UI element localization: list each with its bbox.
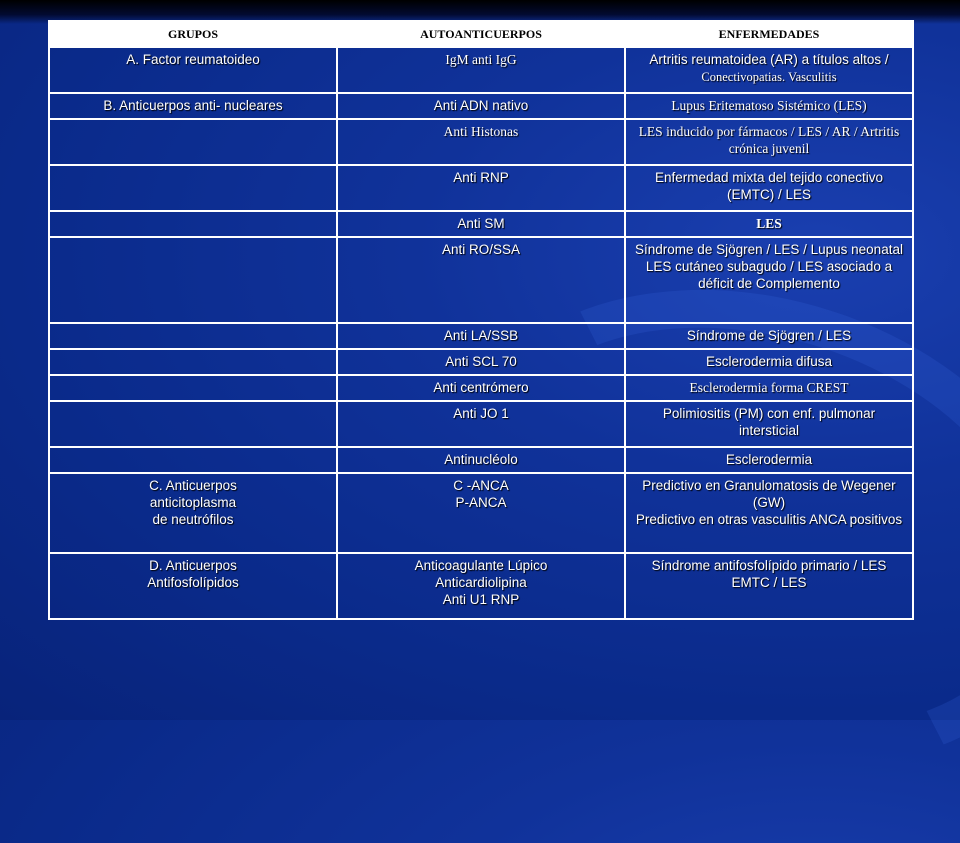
cell-enfermedad: Síndrome de Sjögren / LES	[625, 323, 913, 349]
cell-enfermedad-line: LES cutáneo subagudo / LES asociado a déficit de Complemento	[645, 259, 893, 291]
cell-enfermedad	[625, 47, 913, 93]
cell-enfermedad-main: Artritis reumatoidea (AR) a títulos altos /	[649, 52, 889, 67]
cell-grupo	[49, 323, 337, 349]
cell-anticuerpo: Anti RNP	[337, 165, 625, 211]
header-enfermedades: ENFERMEDADES	[625, 21, 913, 47]
table-row	[49, 349, 913, 375]
cell-grupo-line: D. Anticuerpos	[149, 558, 237, 573]
cell-anticuerpo: Antinucléolo	[337, 447, 625, 473]
cell-enfermedad	[625, 473, 913, 553]
cell-anticuerpo: IgM anti IgG	[337, 47, 625, 93]
cell-grupo	[49, 375, 337, 401]
cell-grupo-line: C. Anticuerpos	[149, 478, 237, 493]
header-grupos: GRUPOS	[49, 21, 337, 47]
cell-anticuerpo-line: Anti U1 RNP	[442, 592, 520, 607]
table-row	[49, 165, 913, 211]
cell-enfermedad: Enfermedad mixta del tejido conectivo (EMTC) / LES	[625, 165, 913, 211]
table-row	[49, 553, 913, 619]
cell-anticuerpo-line: Anticoagulante Lúpico	[414, 558, 548, 573]
cell-grupo-line: de neutrófilos	[152, 512, 234, 527]
cell-grupo	[49, 447, 337, 473]
cell-anticuerpo: Anti ADN nativo	[337, 93, 625, 119]
cell-grupo	[49, 211, 337, 237]
cell-grupo: B. Anticuerpos anti- nucleares	[49, 93, 337, 119]
cell-anticuerpo-line: C -ANCA	[453, 478, 509, 493]
table-row	[49, 211, 913, 237]
cell-anticuerpo: Anti Histonas	[337, 119, 625, 165]
table-row	[49, 47, 913, 93]
cell-anticuerpo: Anti SM	[337, 211, 625, 237]
table-row	[49, 401, 913, 447]
cell-grupo: A. Factor reumatoideo	[49, 47, 337, 93]
table-row	[49, 323, 913, 349]
table-row	[49, 237, 913, 323]
cell-grupo-line: Antifosfolípidos	[147, 575, 239, 590]
header-autoanticuerpos: AUTOANTICUERPOS	[337, 21, 625, 47]
cell-grupo	[49, 349, 337, 375]
cell-anticuerpo	[337, 473, 625, 553]
cell-enfermedad	[625, 237, 913, 323]
cell-anticuerpo: Anti SCL 70	[337, 349, 625, 375]
cell-enfermedad: Lupus Eritematoso Sistémico (LES)	[625, 93, 913, 119]
cell-grupo	[49, 237, 337, 323]
cell-enfermedad: LES inducido por fármacos / LES / AR / Artritis crónica juvenil	[625, 119, 913, 165]
cell-grupo	[49, 473, 337, 553]
cell-grupo	[49, 553, 337, 619]
autoantibody-table	[48, 20, 914, 620]
cell-anticuerpo: Anti LA/SSB	[337, 323, 625, 349]
cell-enfermedad-line: Predictivo en Granulomatosis de Wegener (GW)	[642, 478, 896, 510]
cell-anticuerpo-line: P-ANCA	[455, 495, 507, 510]
cell-anticuerpo: Anti JO 1	[337, 401, 625, 447]
table-row	[49, 375, 913, 401]
cell-enfermedad-line: Predictivo en otras vasculitis ANCA positivos	[635, 512, 903, 527]
cell-grupo-line: anticitoplasma	[149, 495, 237, 510]
cell-enfermedad-extra: Conectivopatias. Vasculitis	[701, 70, 837, 84]
cell-enfermedad: LES	[625, 211, 913, 237]
cell-anticuerpo	[337, 553, 625, 619]
table-row	[49, 447, 913, 473]
cell-enfermedad-line: Síndrome de Sjögren / LES / Lupus neonatal	[635, 242, 903, 257]
cell-anticuerpo: Anti RO/SSA	[337, 237, 625, 323]
cell-enfermedad-line: Síndrome antifosfolípido primario / LES	[651, 558, 887, 573]
table-header-row	[49, 21, 913, 47]
cell-enfermedad-line: EMTC / LES	[731, 575, 807, 590]
cell-anticuerpo: Anti centrómero	[337, 375, 625, 401]
cell-anticuerpo-line: Anticardiolipina	[435, 575, 527, 590]
cell-grupo	[49, 165, 337, 211]
table-row	[49, 93, 913, 119]
table-row	[49, 473, 913, 553]
cell-grupo	[49, 119, 337, 165]
table-row	[49, 119, 913, 165]
cell-enfermedad: Esclerodermia difusa	[625, 349, 913, 375]
cell-grupo	[49, 401, 337, 447]
cell-enfermedad: Esclerodermia forma CREST	[625, 375, 913, 401]
cell-enfermedad: Polimiositis (PM) con enf. pulmonar intersticial	[625, 401, 913, 447]
cell-enfermedad	[625, 553, 913, 619]
cell-enfermedad: Esclerodermia	[625, 447, 913, 473]
